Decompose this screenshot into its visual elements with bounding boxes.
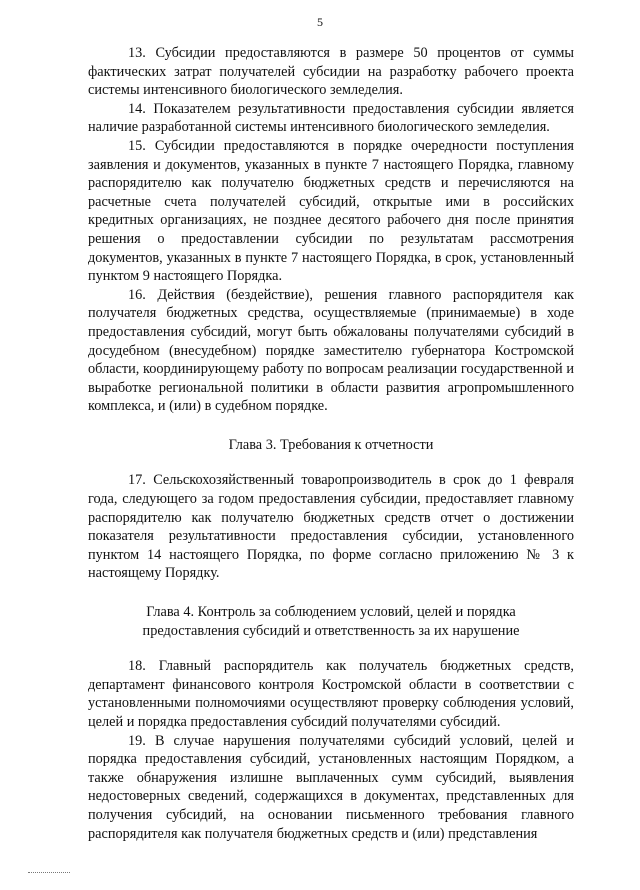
chapter-4-heading-line-1: Глава 4. Контроль за соблюдением условий, целей и порядка	[146, 604, 516, 621]
chapter-4-heading	[88, 603, 574, 640]
paragraph-15: 15. Субсидии предоставляются в порядке очередности поступления заявления и документов, указанных в пункте 7 настоящего Порядка, главному распорядителю как получателю бюджетных средств и перечисляются на расчетные счета получателей субсидий, открытые ими в российских кредитных организациях, не позднее десятого рабочего дня после принятия решения о предоставлении субсидии по результатам рассмотрения документов, указанных в пункте 7 настоящего Порядка, в срок, установленный пунктом 9 настоящего Порядка.	[88, 137, 574, 285]
paragraph-14: 14. Показателем результативности предоставления субсидии является наличие разработанной системы интенсивного биологического земледелия.	[88, 100, 574, 136]
paragraph-18: 18. Главный распорядитель как получатель бюджетных средств, департамент финансового контроля Костромской области в соответствии с установленными полномочиями осуществляют проверку соблюдения условий, целей и порядка предоставления субсидий получателями субсидий.	[88, 658, 574, 730]
paragraph-19: 19. В случае нарушения получателями субсидий условий, целей и порядка предоставления субсидий, установленных настоящим Порядком, а также обнаружения излишне выплаченных сумм субсидий, выявления недостоверных сведений, содержащихся в документах, представленных для получения субсидий, на основании письменного требования главного распорядителя как получателя бюджетных средств и (или) представления	[88, 732, 574, 842]
chapter-3-heading: Глава 3. Требования к отчетности	[228, 436, 434, 453]
paragraph-16: 16. Действия (бездействие), решения главного распорядителя как получателя бюджетных средства, осуществляемые (принимаемые) в ходе предоставления субсидий, могут быть обжалованы получателями субсидий в досудебном (внесудебном) порядке заместителю губернатора Костромской области, координирующему работу по вопросам реализации государственной и выработке региональной политики в области развития агропромышленного комплекса, и (или) в судебном порядке.	[88, 286, 574, 415]
page-number: 5	[317, 15, 323, 29]
document-body	[88, 44, 574, 843]
paragraph-17: 17. Сельскохозяйственный товаропроизводитель в срок до 1 февраля года, следующего за годом предоставления субсидии, предоставляет главному распорядителю как получателю бюджетных средств отчет о достижении показателя результативности предоставления субсидии, установленного пунктом 14 настоящего Порядка, по форме согласно приложению № 3 к настоящему Порядку.	[88, 472, 574, 582]
chapter-4-heading-line-2: предоставления субсидий и ответственность за их нарушение	[142, 622, 520, 639]
footer-rule	[28, 872, 70, 873]
paragraph-13: 13. Субсидии предоставляются в размере 50 процентов от суммы фактических затрат получателей субсидии на разработку рабочего проекта системы интенсивного биологического земледелия.	[88, 45, 574, 99]
